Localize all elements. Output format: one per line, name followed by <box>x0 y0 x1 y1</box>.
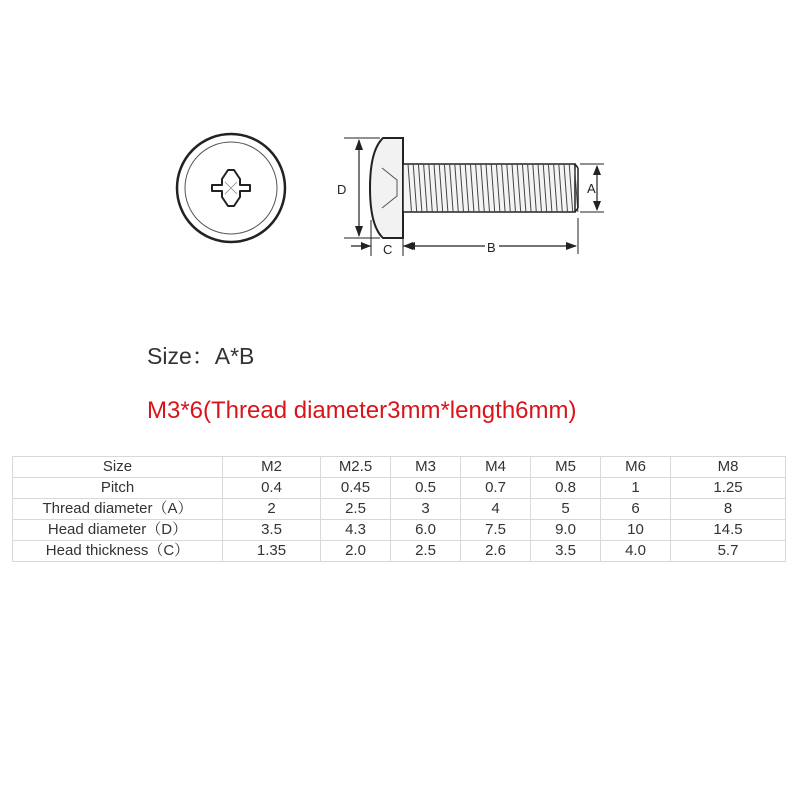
table-cell: 0.7 <box>461 478 531 499</box>
table-cell: 4 <box>461 499 531 520</box>
table-row <box>13 478 786 499</box>
row-label: Head diameter（D） <box>13 520 223 541</box>
dimension-a-label: A <box>587 181 596 196</box>
table-cell: 3 <box>391 499 461 520</box>
table-cell: 2.6 <box>461 541 531 562</box>
table-cell: 3.5 <box>531 541 601 562</box>
screw-diagram <box>0 0 800 330</box>
table-cell: 8 <box>671 499 786 520</box>
table-cell: 5 <box>531 499 601 520</box>
table-cell: 0.45 <box>321 478 391 499</box>
table-cell: 2.5 <box>321 499 391 520</box>
table-cell: 0.4 <box>223 478 321 499</box>
table-cell: 4.3 <box>321 520 391 541</box>
table-cell: M8 <box>671 457 786 478</box>
table-cell: 2.0 <box>321 541 391 562</box>
table-cell: 3.5 <box>223 520 321 541</box>
size-label: Size： <box>147 343 215 369</box>
table-cell: 4.0 <box>601 541 671 562</box>
screw-head-top-view <box>177 134 285 242</box>
table-row <box>13 520 786 541</box>
table-cell: M3 <box>391 457 461 478</box>
table-cell: 0.5 <box>391 478 461 499</box>
table-row <box>13 457 786 478</box>
table-cell: 5.7 <box>671 541 786 562</box>
table-cell: 6.0 <box>391 520 461 541</box>
table-row <box>13 541 786 562</box>
row-label: Pitch <box>13 478 223 499</box>
example-size-headline: M3*6(Thread diameter3mm*length6mm) <box>147 397 577 424</box>
dimension-b-label: B <box>487 240 496 255</box>
table-cell: 6 <box>601 499 671 520</box>
table-cell: M5 <box>531 457 601 478</box>
dimension-a <box>580 164 604 212</box>
table-cell: 10 <box>601 520 671 541</box>
table-cell: 14.5 <box>671 520 786 541</box>
table-cell: M4 <box>461 457 531 478</box>
table-cell: 1.25 <box>671 478 786 499</box>
screw-side-view <box>370 138 578 238</box>
spec-table <box>12 456 786 562</box>
table-cell: 0.8 <box>531 478 601 499</box>
table-cell: M6 <box>601 457 671 478</box>
row-label: Size <box>13 457 223 478</box>
table-cell: 1 <box>601 478 671 499</box>
table-cell: 2 <box>223 499 321 520</box>
dimension-b <box>405 218 578 255</box>
size-formula <box>147 338 254 371</box>
table-cell: 9.0 <box>531 520 601 541</box>
table-cell: M2.5 <box>321 457 391 478</box>
table-cell: 2.5 <box>391 541 461 562</box>
row-label: Head thickness（C） <box>13 541 223 562</box>
table-row <box>13 499 786 520</box>
dimension-d-label: D <box>337 182 347 197</box>
dimension-c-label: C <box>383 242 393 257</box>
table-cell: M2 <box>223 457 321 478</box>
table-cell: 1.35 <box>223 541 321 562</box>
size-value: A*B <box>214 343 255 369</box>
row-label: Thread diameter（A） <box>13 499 223 520</box>
table-cell: 7.5 <box>461 520 531 541</box>
